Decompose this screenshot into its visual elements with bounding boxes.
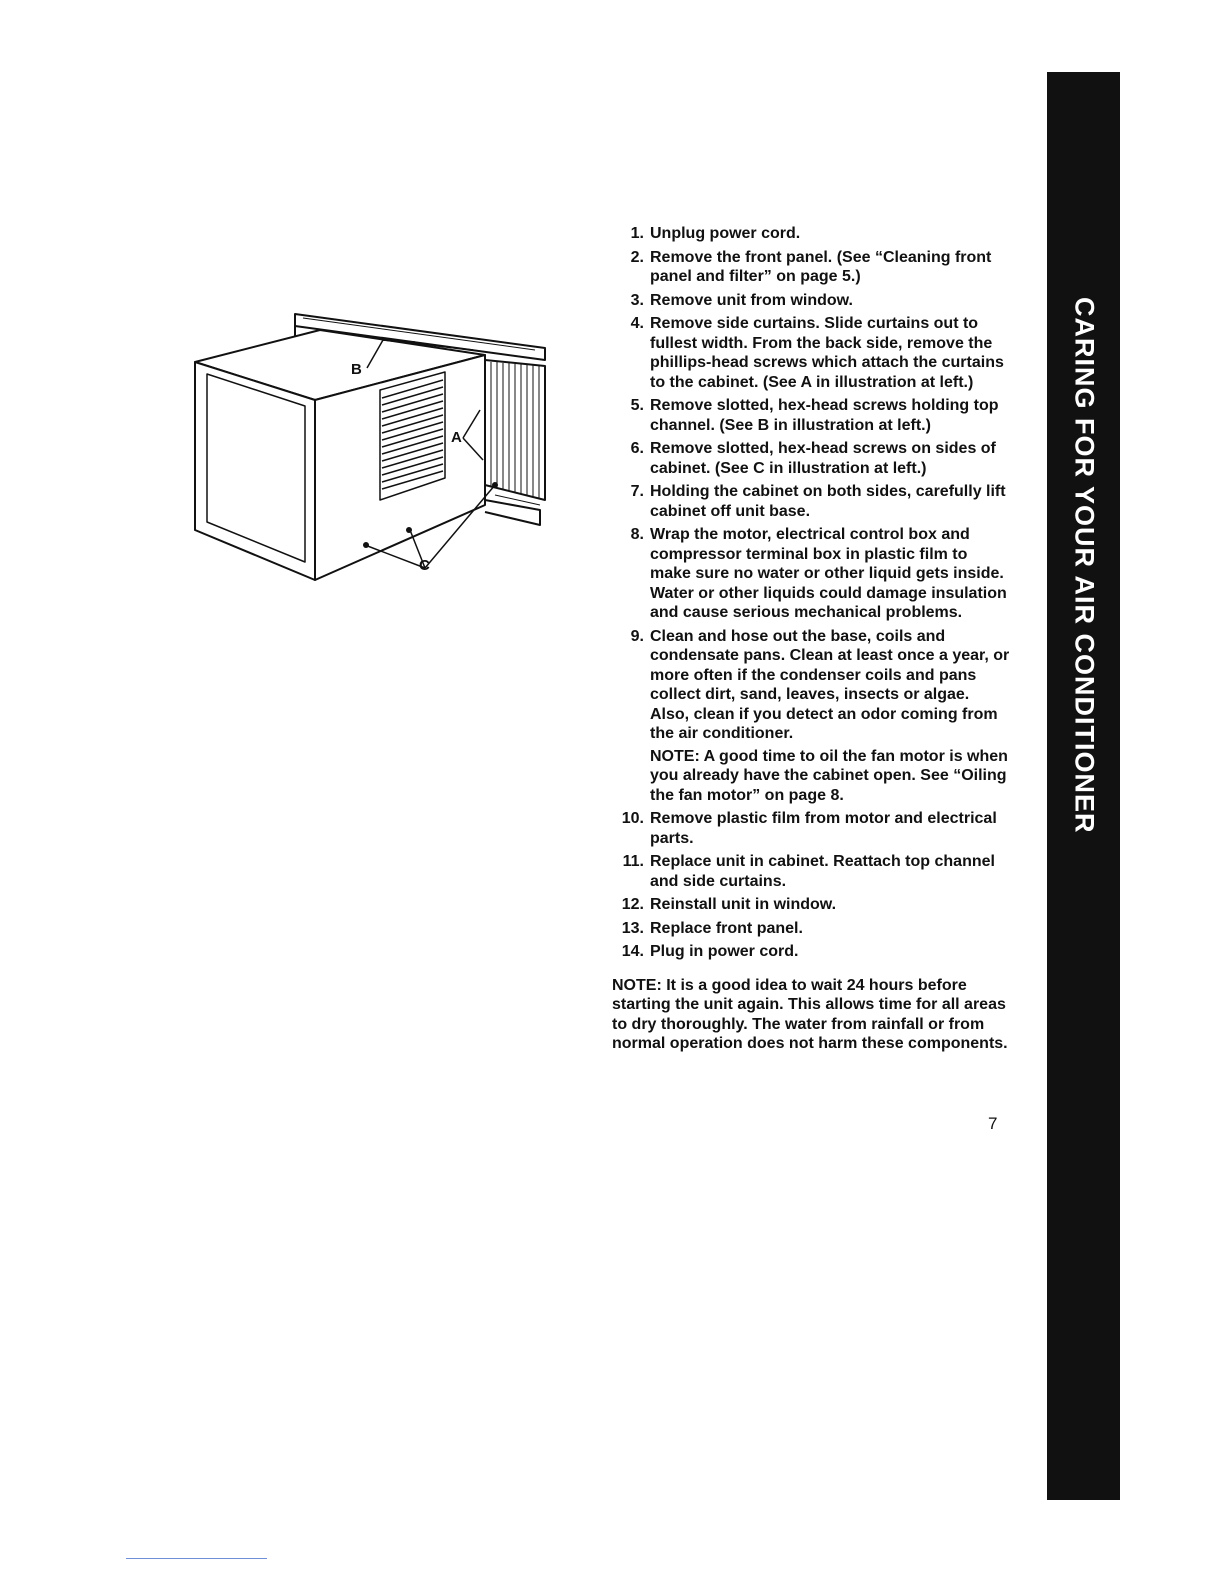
page-number: 7 — [988, 1114, 998, 1133]
instructions — [612, 224, 1012, 1070]
final-note — [612, 976, 1012, 1054]
side-tab-title: CARING FOR YOUR AIR CONDITIONER — [1069, 297, 1099, 834]
step: 8. Wrap the motor, electrical control box and compressor terminal box in plastic film to make sure no water or other liquid gets inside. Water or other liquids could damage insulation and cause serious mechanical problems. — [630, 526, 1007, 621]
step: 7. Holding the cabinet on both sides, carefully lift cabinet off unit base. — [630, 483, 1006, 520]
callout-a: A — [451, 429, 462, 446]
air-conditioner-illustration — [185, 300, 560, 590]
step: 4. Remove side curtains. Slide curtains out to fullest width. From the back side, remove the phillips-head screws which attach the curtains to the cabinet. (See A in illustration at left.) — [630, 315, 1004, 391]
footer-rule — [126, 1558, 267, 1559]
step: 11. Replace unit in cabinet. Reattach top channel and side curtains. — [622, 853, 995, 890]
step: 12. Reinstall unit in window. — [621, 896, 837, 913]
final-note-text: It is a good idea to wait 24 hours before starting the unit again. This allows time for all areas to dry thoroughly. The water from rainfall or from normal operation does not harm these components. — [612, 976, 1008, 1052]
step: 13. Replace front panel. — [621, 919, 803, 937]
side-tab — [1047, 72, 1120, 1500]
step: 6. Remove slotted, hex-head screws on sides of cabinet. (See C in illustration at left.) — [630, 440, 996, 477]
step: 5. Remove slotted, hex-head screws holding top channel. (See B in illustration at left.) — [630, 397, 999, 434]
step-9-text: Clean and hose out the base, coils and condensate pans. Clean at least once a year, or more often if the condenser coils and pans collect dirt, sand, leaves, insects or algae. Also, clean if you detect an odor coming from the air conditioner. — [650, 627, 1010, 742]
final-note-label: NOTE: — [612, 976, 662, 994]
cabinet-front — [195, 362, 315, 580]
callout-b: B — [351, 361, 362, 378]
step: 9. Clean and hose out the base, coils and condensate pans. Clean at least once a year, or more often if the condenser coils and pans collect dirt, sand, leaves, insects or algae. Also, clean if you detect an odor coming from the air conditioner. NOTE: A good time to oil the fan motor is when you already have the cabinet open. See “Oiling the fan motor” on page 8. — [612, 627, 1012, 806]
step: 3. Remove unit from window. — [630, 291, 853, 309]
step: 1. Unplug power cord. — [630, 225, 801, 242]
steps-list — [612, 224, 1012, 962]
step-9-note: NOTE: A good time to oil the fan motor is when you already have the cabinet open. See “Oiling the fan motor” on page 8. — [650, 747, 1008, 804]
step: 2. Remove the front panel. (See “Cleaning front panel and filter” on page 5.) — [630, 248, 992, 285]
step: 10. Remove plastic film from motor and electrical parts. — [621, 810, 997, 847]
step: 14. Plug in power cord. — [621, 943, 799, 960]
callout-c: C — [419, 557, 430, 574]
